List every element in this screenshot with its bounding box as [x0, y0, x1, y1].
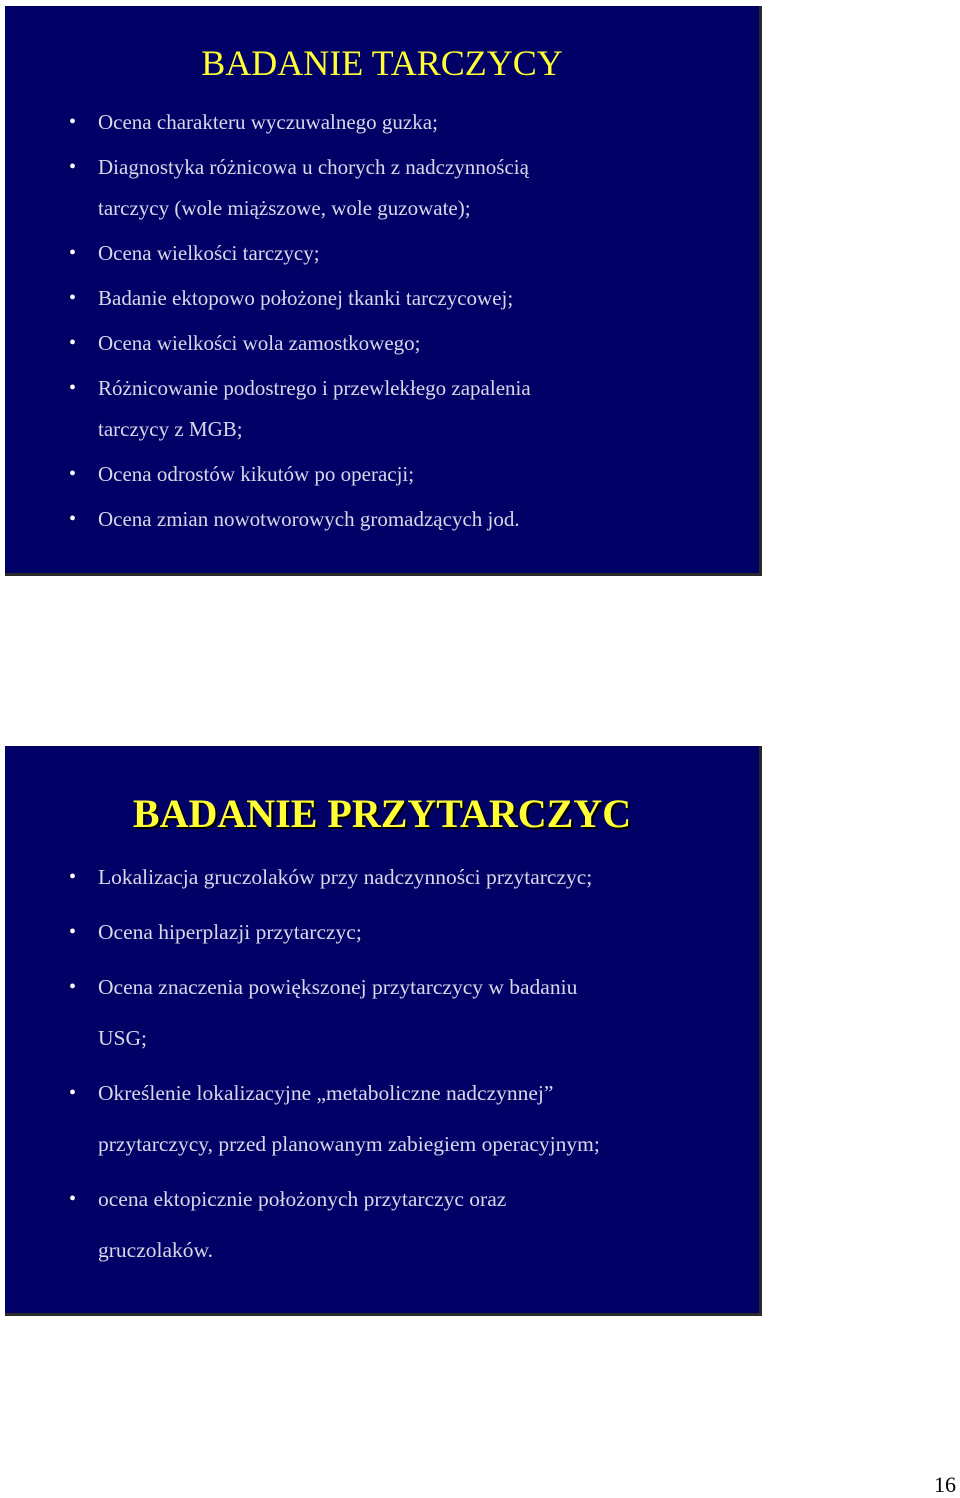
bullet-text — [98, 368, 531, 450]
bullet-text — [98, 278, 513, 319]
bullet-line: Ocena hiperplazji przytarczyc; — [98, 920, 362, 944]
bullet-line: Określenie lokalizacyjne „metaboliczne nadczynnej” — [98, 1081, 554, 1105]
bullet-text — [98, 323, 421, 364]
bullet-line: Ocena charakteru wyczuwalnego guzka; — [98, 110, 438, 134]
bullet-dot-icon: • — [69, 866, 77, 888]
bullet-dot-icon: • — [69, 1188, 77, 1210]
bullet-line: ocena ektopicznie położonych przytarczyc oraz — [98, 1187, 507, 1211]
bullet-line: Ocena wielkości wola zamostkowego; — [98, 331, 421, 355]
bullet-text — [98, 1068, 600, 1170]
bullet-dot-icon: • — [69, 156, 77, 178]
bullet-text — [98, 907, 362, 958]
bullet-text — [98, 233, 320, 274]
bullet-line: gruczolaków. — [98, 1238, 214, 1262]
slide-title: BADANIE PRZYTARCZYC — [132, 791, 632, 836]
bullet-text — [98, 852, 592, 903]
slide-title: BADANIE TARCZYCY — [201, 43, 563, 83]
bullet-dot-icon: • — [69, 463, 77, 485]
bullet-text — [98, 147, 529, 229]
bullet-text — [98, 454, 414, 495]
bullet-line: Ocena znaczenia powiększonej przytarczycy w badaniu — [98, 975, 578, 999]
bullet-line: Różnicowanie podostrego i przewlekłego zapalenia — [98, 376, 531, 400]
bullet-dot-icon: • — [69, 111, 77, 133]
bullet-dot-icon: • — [69, 242, 77, 264]
bullet-text — [98, 962, 577, 1064]
bullet-line: USG; — [98, 1026, 147, 1050]
bullet-line: przytarczycy, przed planowanym zabiegiem operacyjnym; — [98, 1132, 600, 1156]
bullet-line: Ocena odrostów kikutów po operacji; — [98, 462, 415, 486]
bullet-line: Badanie ektopowo położonej tkanki tarczycowej; — [98, 286, 514, 310]
bullet-dot-icon: • — [69, 332, 77, 354]
bullet-line: tarczycy (wole miąższowe, wole guzowate); — [98, 196, 471, 220]
bullet-line: Lokalizacja gruczolaków przy nadczynności przytarczyc; — [98, 865, 593, 889]
bullet-line: Ocena wielkości tarczycy; — [98, 241, 320, 265]
bullet-text — [98, 1174, 506, 1276]
bullet-text — [98, 102, 438, 143]
bullet-line: Ocena zmian nowotworowych gromadzących jod. — [98, 507, 520, 531]
bullet-dot-icon: • — [69, 508, 77, 530]
bullet-dot-icon: • — [69, 1082, 77, 1104]
bullet-text — [98, 499, 520, 540]
bullet-dot-icon: • — [69, 976, 77, 998]
bullet-dot-icon: • — [69, 921, 77, 943]
bullet-dot-icon: • — [69, 377, 77, 399]
bullet-line: Diagnostyka różnicowa u chorych z nadczynnością — [98, 155, 529, 179]
slide-thyroid-exam — [5, 6, 762, 576]
bullet-line: tarczycy z MGB; — [98, 417, 243, 441]
bullet-dot-icon: • — [69, 287, 77, 309]
slide-parathyroid-exam — [5, 746, 762, 1316]
page-number: 16 — [934, 1472, 956, 1497]
